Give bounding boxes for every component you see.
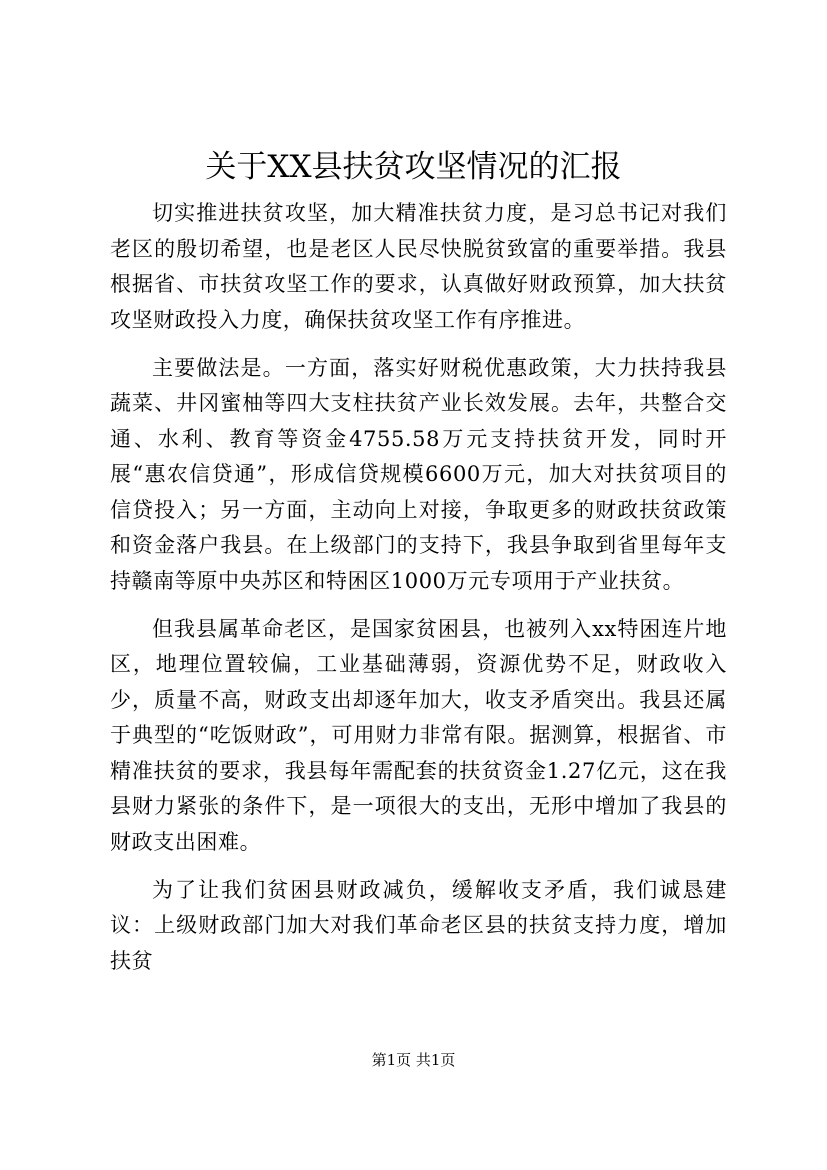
body-paragraph: 为了让我们贫困县财政减负，缓解收支矛盾，我们诚恳建议：上级财政部门加大对我们革命老区县的扶贫支持力度，增加扶贫	[110, 877, 727, 973]
body-paragraph: 但我县属革命老区，是国家贫困县，也被列入xx特困连片地区，地理位置较偏，工业基础薄弱，资源优势不足，财政收入少，质量不高，财政支出却逐年加大，收支矛盾突出。我县还属于典型的“吃饭财政”，可用财力非常有限。据测算，根据省、市精准扶贫的要求，我县每年需配套的扶贫资金1.27亿元，这在我县财力紧张的条件下，是一项很大的支出，无形中增加了我县的财政支出困难。	[110, 616, 727, 854]
document-title: 关于XX县扶贫攻坚情况的汇报	[205, 149, 622, 185]
body-paragraph: 切实推进扶贫攻坚，加大精准扶贫力度，是习总书记对我们老区的殷切希望，也是老区人民尽快脱贫致富的重要举措。我县根据省、市扶贫攻坚工作的要求，认真做好财政预算，加大扶贫攻坚财政投入力度，确保扶贫攻坚工作有序推进。	[110, 201, 727, 332]
page-footer: 第1页 共1页	[371, 1051, 456, 1069]
document-body	[110, 196, 727, 979]
body-paragraph: 主要做法是。一方面，落实好财税优惠政策，大力扶持我县蔬菜、井冈蜜柚等四大支柱扶贫产业长效发展。去年，共整合交通、水利、教育等资金4755.58万元支持扶贫开发，同时开展“惠农信贷通”，形成信贷规模6600万元，加大对扶贫项目的信贷投入；另一方面，主动向上对接，争取更多的财政扶贫政策和资金落户我县。在上级部门的支持下，我县争取到省里每年支持赣南等原中央苏区和特困区1000万元专项用于产业扶贫。	[110, 355, 727, 593]
